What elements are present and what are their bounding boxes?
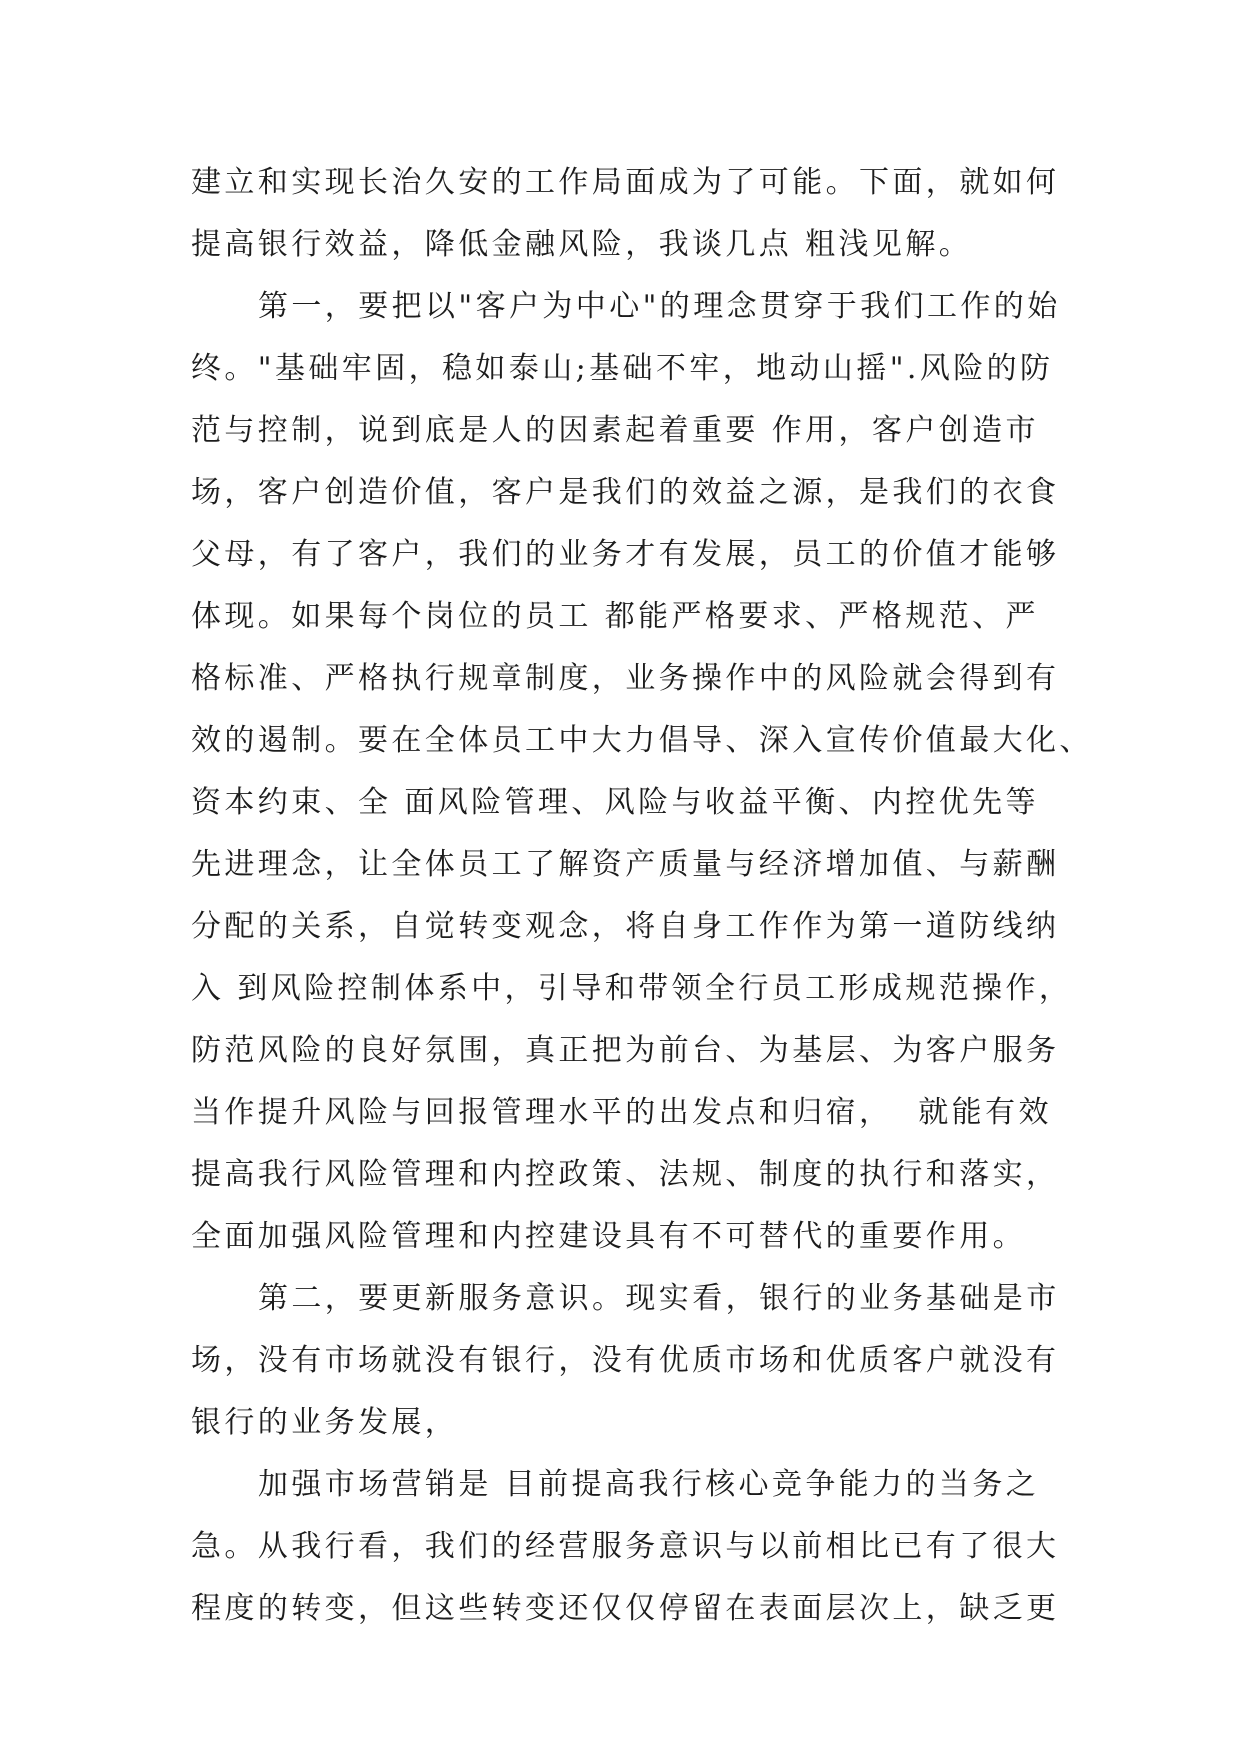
text-line: 防范风险的良好氛围，真正把为前台、为基层、为客户服务 xyxy=(191,1033,1060,1068)
text-line: 入 到风险控制体系中，引导和带领全行员工形成规范操作， xyxy=(191,971,1073,1006)
text-line: 格标准、严格执行规章制度，业务操作中的风险就会得到有 xyxy=(191,661,1060,696)
text-line: 先进理念，让全体员工了解资产质量与经济增加值、与薪酬 xyxy=(191,847,1060,882)
text-line: 当作提升风险与回报管理水平的出发点和归宿， 就能有效 xyxy=(191,1095,1052,1130)
text-line: 提高我行风险管理和内控政策、法规、制度的执行和落实， xyxy=(191,1157,1060,1192)
text-line: 建立和实现长治久安的工作局面成为了可能。下面，就如何 xyxy=(191,165,1060,200)
text-line: 银行的业务发展， xyxy=(191,1405,459,1440)
text-line: 效的遏制。要在全体员工中大力倡导、深入宣传价值最大化、 xyxy=(191,723,1093,758)
paragraph-continuation xyxy=(191,152,1071,276)
text-line: 场，没有市场就没有银行，没有优质市场和优质客户就没有 xyxy=(191,1343,1060,1378)
text-line: 第二，要更新服务意识。现实看，银行的业务基础是市 xyxy=(258,1281,1060,1316)
text-line: 提高银行效益，降低金融风险，我谈几点 粗浅见解。 xyxy=(191,227,973,262)
text-line: 父母，有了客户，我们的业务才有发展，员工的价值才能够 xyxy=(191,537,1060,572)
text-line: 加强市场营销是 目前提高我行核心竞争能力的当务之 xyxy=(258,1467,1040,1502)
text-line: 体现。如果每个岗位的员工 都能严格要求、严格规范、严 xyxy=(191,599,1039,634)
text-line: 范与控制，说到底是人的因素起着重要 作用，客户创造市 xyxy=(191,413,1039,448)
text-line: 终。"基础牢固，稳如泰山;基础不牢，地动山摇".风险的防 xyxy=(191,351,1054,386)
paragraph-second-point xyxy=(191,1268,1071,1454)
text-line: 急。从我行看，我们的经营服务意识与以前相比已有了很大 xyxy=(191,1529,1060,1564)
text-line: 分配的关系，自觉转变观念，将自身工作作为第一道防线纳 xyxy=(191,909,1060,944)
paragraph-marketing xyxy=(191,1454,1071,1640)
text-line: 全面加强风险管理和内控建设具有不可替代的重要作用。 xyxy=(191,1219,1026,1254)
body-text xyxy=(191,152,1093,1640)
text-line: 资本约束、全 面风险管理、风险与收益平衡、内控优先等 xyxy=(191,785,1039,820)
text-line: 第一，要把以"客户为中心"的理念贯穿于我们工作的始 xyxy=(258,289,1061,324)
text-line: 场，客户创造价值，客户是我们的效益之源，是我们的衣食 xyxy=(191,475,1060,510)
paragraph-first-point xyxy=(191,276,1093,1268)
text-line: 程度的转变，但这些转变还仅仅停留在表面层次上，缺乏更 xyxy=(191,1591,1060,1626)
